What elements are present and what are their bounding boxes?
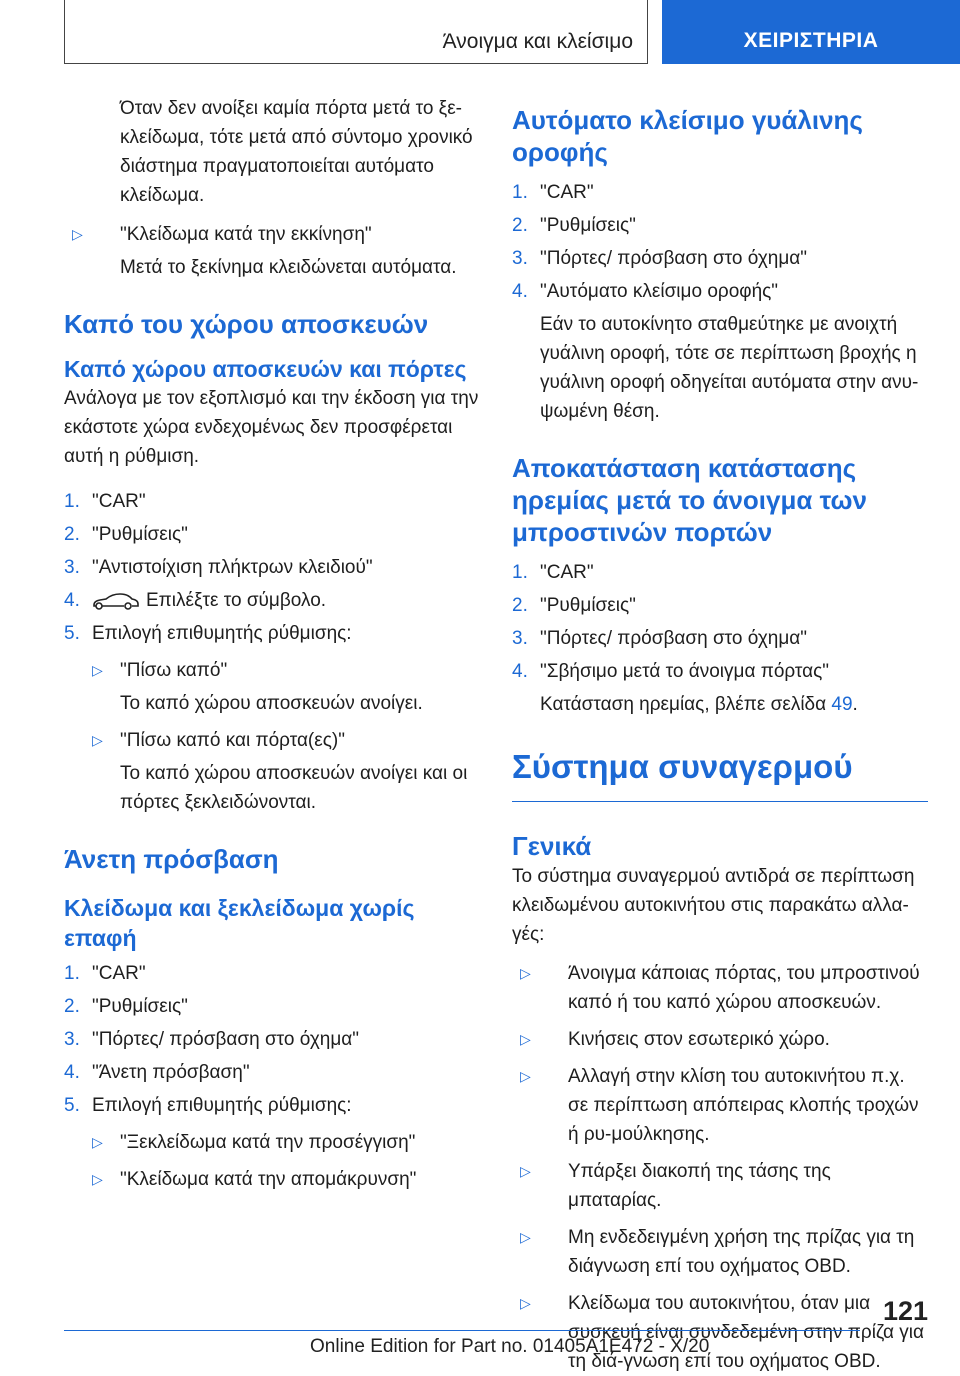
step-number: 2. — [64, 524, 80, 545]
rest-desc — [512, 690, 928, 719]
step-text: Επιλέξτε το σύμβολο. — [146, 590, 327, 611]
alarm-item-text: Άνοιγμα κάποιας πόρτας, του μπροστινού καπό ή του καπό χώρου αποσκευών. — [568, 963, 920, 1013]
step-number: 1. — [512, 182, 528, 203]
step-1 — [512, 558, 928, 587]
triangle-bullet-icon: ▷ — [520, 1295, 531, 1311]
option-text: "Πίσω καπό" — [120, 660, 228, 681]
step-number: 2. — [512, 595, 528, 616]
step-text: "Πόρτες/ πρόσβαση στο όχημα" — [92, 1029, 360, 1050]
heading-rest-state: Αποκατάσταση κατάστασης ηρεμίας μετά το άνοιγμα των μπροστινών πορτών — [512, 453, 867, 547]
step-2 — [512, 211, 928, 240]
step-number: 2. — [512, 215, 528, 236]
alarm-item — [512, 959, 928, 1017]
step-4 — [512, 277, 928, 306]
footer-divider — [64, 1330, 860, 1331]
alarm-item — [512, 1025, 928, 1054]
car-icon — [92, 591, 140, 611]
step-3 — [512, 624, 928, 653]
right-column — [512, 104, 928, 1376]
step-text: "Ρυθμίσεις" — [92, 524, 188, 545]
step-text: "Ρυθμίσεις" — [92, 996, 188, 1017]
bullet-text: "Κλείδωμα κατά την εκκίνηση" — [120, 224, 372, 245]
step-number: 3. — [512, 248, 528, 269]
heading-general: Γενικά — [512, 831, 592, 861]
step-1 — [512, 178, 928, 207]
lock-on-start-desc: Μετά το ξεκίνημα κλειδώνεται αυτόματα. — [120, 257, 457, 278]
alarm-item — [512, 1223, 928, 1281]
intro-paragraph: Όταν δεν ανοίξει καμία πόρτα μετά το ξε-κλείδωμα, τότε μετά από σύντομο χρονικό διάστημα πραγματοποιείται αυτόματο κλείδωμα. — [120, 98, 473, 206]
rest-desc-text: Κατάσταση ηρεμίας, βλέπε σελίδα — [540, 694, 832, 715]
step-4 — [512, 657, 928, 686]
step-4 — [64, 1058, 486, 1087]
step-text: "Πόρτες/ πρόσβαση στο όχημα" — [540, 628, 808, 649]
rest-desc-end: . — [852, 694, 858, 715]
step-number: 4. — [64, 590, 80, 611]
step-text: "Ρυθμίσεις" — [540, 595, 636, 616]
heading-keyless: Κλείδωμα και ξεκλείδωμα χωρίς επαφή — [64, 895, 415, 951]
step-text: "Αντιστοίχιση πλήκτρων κλειδιού" — [92, 557, 373, 578]
step-number: 5. — [64, 1095, 80, 1116]
step-text: "Σβήσιμο μετά το άνοιγμα πόρτας" — [540, 661, 830, 682]
step-number: 4. — [512, 661, 528, 682]
triangle-bullet-icon: ▷ — [72, 226, 83, 242]
option-rear-desc: Το καπό χώρου αποσκευών ανοίγει. — [120, 693, 423, 714]
triangle-bullet-icon: ▷ — [92, 1134, 103, 1150]
option-rear-hatch — [64, 656, 486, 685]
alarm-item — [512, 1062, 928, 1149]
heading-alarm-system: Σύστημα συναγερμού — [512, 747, 928, 802]
heading-roof-close: Αυτόματο κλείσιμο γυάλινης οροφής — [512, 105, 863, 167]
triangle-bullet-icon: ▷ — [92, 662, 103, 678]
triangle-bullet-icon: ▷ — [520, 965, 531, 981]
header-box — [64, 0, 648, 64]
step-number: 3. — [512, 628, 528, 649]
alarm-item-text: Υπάρξει διακοπή της τάσης της μπαταρίας. — [568, 1161, 831, 1211]
step-number: 3. — [64, 557, 80, 578]
step-5 — [64, 619, 486, 648]
alarm-item-text: Μη ενδεδειγμένη χρήση της πρίζας για τη διάγνωση επί του οχήματος OBD. — [568, 1227, 915, 1277]
step-text: "CAR" — [92, 963, 146, 984]
heading-comfort-access: Άνετη πρόσβαση — [64, 844, 279, 874]
step-number: 3. — [64, 1029, 80, 1050]
option-text: "Κλείδωμα κατά την απομάκρυνση" — [120, 1169, 417, 1190]
step-1 — [64, 487, 486, 516]
bullet-lock-on-start — [64, 220, 486, 249]
step-text: "CAR" — [92, 491, 146, 512]
page-number: 121 — [882, 1296, 928, 1326]
trunk-intro: Ανάλογα με τον εξοπλισμό και την έκδοση για την εκάστοτε χώρα ενδεχομένως δεν προσφέρεται αυτή η ρύθμιση. — [64, 388, 479, 467]
option-unlock-approach — [64, 1128, 486, 1157]
option-text: "Πίσω καπό και πόρτα(ες)" — [120, 730, 345, 751]
option-text: "Ξεκλείδωμα κατά την προσέγγιση" — [120, 1132, 416, 1153]
triangle-bullet-icon: ▷ — [92, 1171, 103, 1187]
alarm-item-text: Αλλαγή στην κλίση του αυτοκινήτου π.χ. σε περίπτωση απόπειρας κλοπής τροχών ή ρυ-μούλκησης. — [568, 1066, 919, 1145]
step-2 — [512, 591, 928, 620]
triangle-bullet-icon: ▷ — [520, 1163, 531, 1179]
header-chapter-tab[interactable]: ΧΕΙΡΙΣΤΗΡΙΑ — [662, 0, 960, 64]
step-text: Επιλογή επιθυμητής ρύθμισης: — [92, 1095, 352, 1116]
step-text: "Αυτόματο κλείσιμο οροφής" — [540, 281, 779, 302]
alarm-item-text: Κλείδωμα του αυτοκινήτου, όταν μια συσκευή είναι συνδεδεμένη στην πρίζα για τη διά-γνωση επί του οχήματος OBD. — [568, 1293, 924, 1372]
left-column — [64, 94, 486, 1194]
step-text: "CAR" — [540, 562, 594, 583]
alarm-intro: Το σύστημα συναγερμού αντιδρά σε περίπτωση κλειδωμένου αυτοκινήτου στις παρακάτω αλλα-γές: — [512, 866, 915, 945]
page-reference-link[interactable]: 49 — [831, 694, 853, 715]
step-number: 1. — [64, 963, 80, 984]
heading-trunk: Καπό του χώρου αποσκευών — [64, 309, 429, 339]
triangle-bullet-icon: ▷ — [520, 1031, 531, 1047]
alarm-item — [512, 1157, 928, 1215]
footer-edition: Online Edition for Part no. 01405A1E472 - X/20 — [310, 1336, 710, 1357]
step-3 — [512, 244, 928, 273]
option-lock-walkaway — [64, 1165, 486, 1194]
step-number: 4. — [512, 281, 528, 302]
step-2 — [64, 992, 486, 1021]
step-text: Επιλογή επιθυμητής ρύθμισης: — [92, 623, 352, 644]
step-text: "Πόρτες/ πρόσβαση στο όχημα" — [540, 248, 808, 269]
step-number: 5. — [64, 623, 80, 644]
step-3 — [64, 1025, 486, 1054]
header-section-title: Άνοιγμα και κλείσιμο — [442, 30, 633, 53]
step-1 — [64, 959, 486, 988]
step-number: 1. — [512, 562, 528, 583]
step-3 — [64, 553, 486, 582]
roof-desc: Εάν το αυτοκίνητο σταθμεύτηκε με ανοιχτή γυάλινη οροφή, τότε σε περίπτωση βροχής η γυάλινη οροφή οδηγείται αυτόματα στην ανυ-ψωμένη θέση. — [540, 314, 919, 422]
step-text: "CAR" — [540, 182, 594, 203]
triangle-bullet-icon: ▷ — [520, 1068, 531, 1084]
step-2 — [64, 520, 486, 549]
alarm-item — [512, 1289, 928, 1376]
step-5 — [64, 1091, 486, 1120]
step-4 — [64, 586, 486, 615]
triangle-bullet-icon: ▷ — [520, 1229, 531, 1245]
option-rear-doors-desc: Το καπό χώρου αποσκευών ανοίγει και οι πόρτες ξεκλειδώνονται. — [120, 763, 468, 813]
triangle-bullet-icon: ▷ — [92, 732, 103, 748]
step-number: 2. — [64, 996, 80, 1017]
step-number: 1. — [64, 491, 80, 512]
option-rear-doors — [64, 726, 486, 755]
step-text: "Άνετη πρόσβαση" — [92, 1062, 250, 1083]
heading-trunk-doors: Καπό χώρου αποσκευών και πόρτες — [64, 356, 467, 382]
step-number: 4. — [64, 1062, 80, 1083]
step-text: "Ρυθμίσεις" — [540, 215, 636, 236]
alarm-item-text: Κινήσεις στον εσωτερικό χώρο. — [568, 1029, 830, 1050]
